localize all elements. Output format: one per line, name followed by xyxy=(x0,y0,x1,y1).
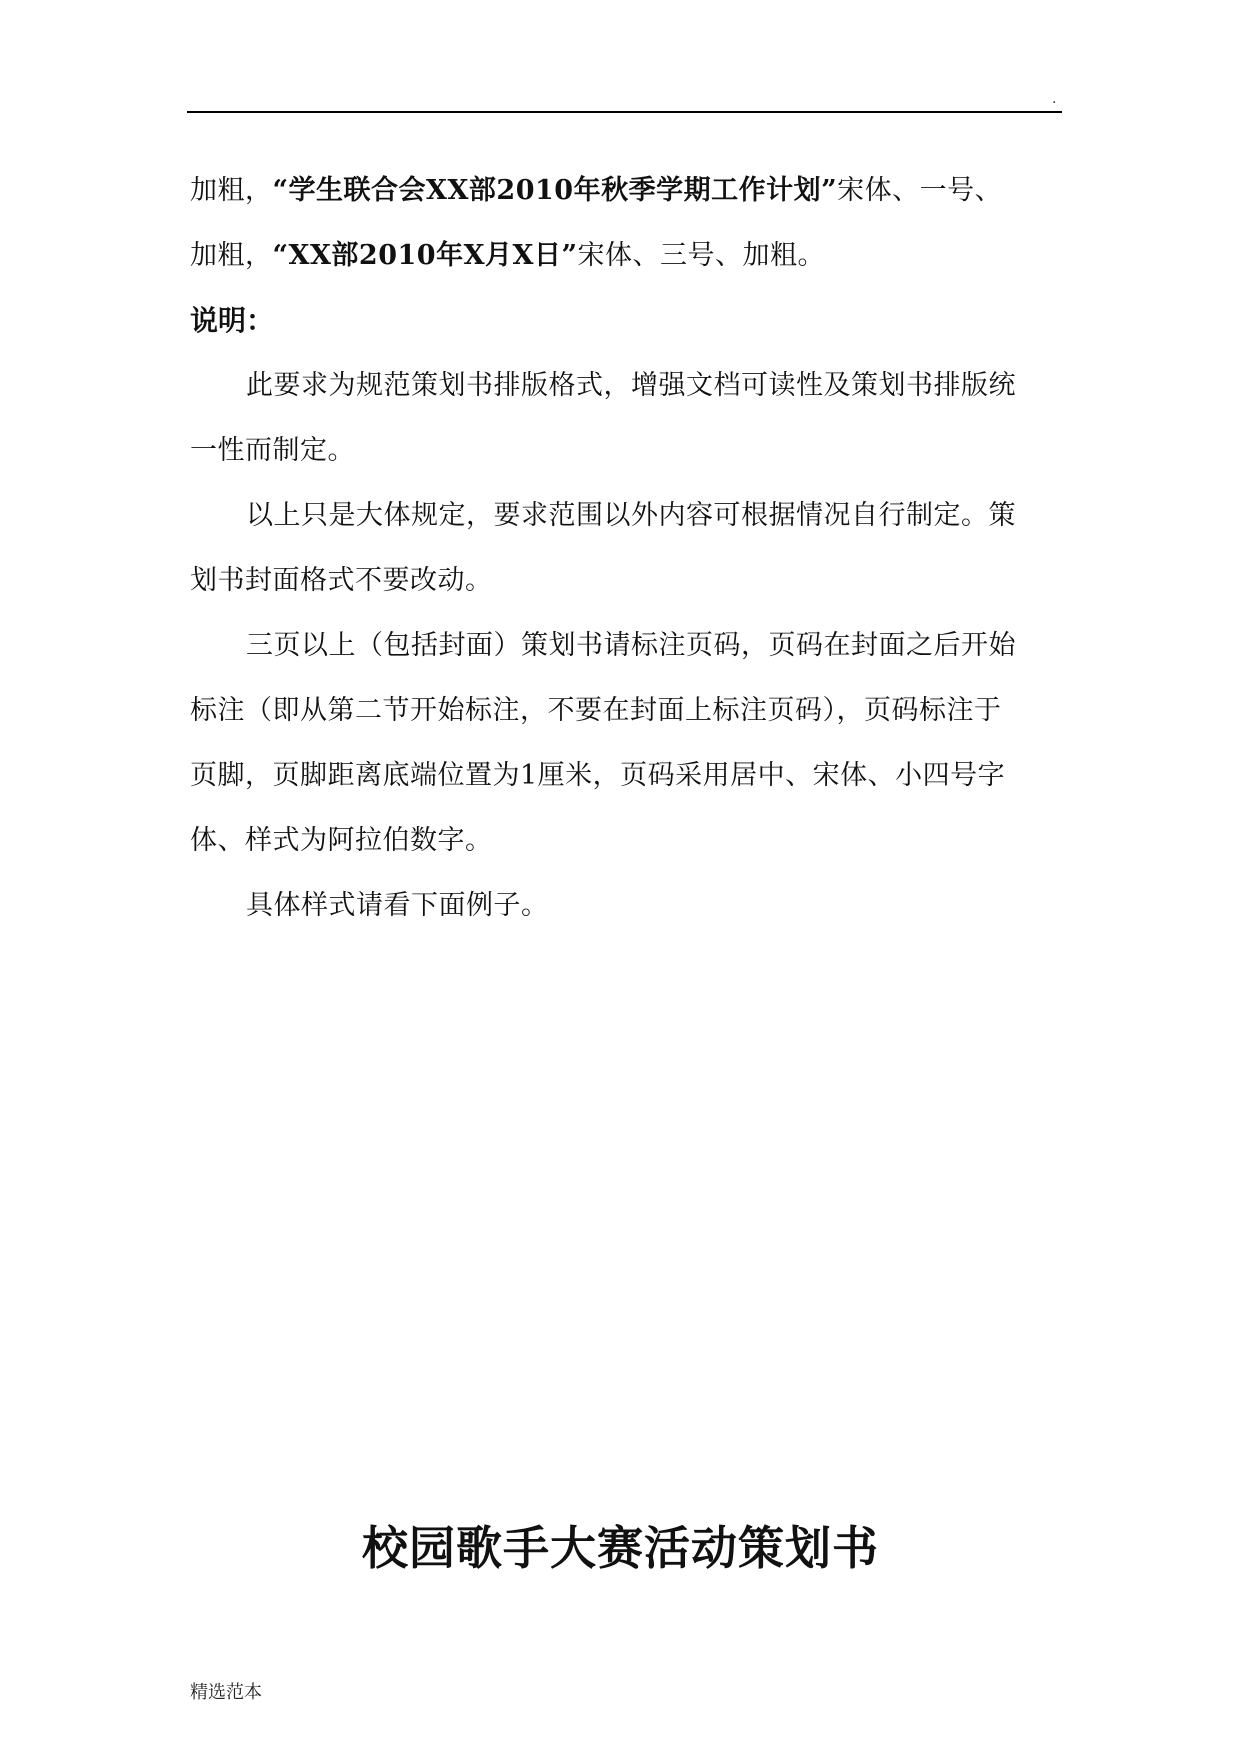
paragraph-4 xyxy=(190,873,1062,938)
paragraph-line: 此要求为规范策划书排版格式，增强文档可读性及策划书排版统 xyxy=(246,370,1016,401)
format-line-2-suffix: 宋体、三号、加粗。 xyxy=(577,240,826,271)
format-line-1-bold: “学生联合会XX部2010年秋季学期工作计划” xyxy=(272,175,838,206)
paragraph-line: 标注（即从第二节开始标注，不要在封面上标注页码），页码标注于 xyxy=(190,695,1002,726)
format-line-2-bold: “XX部2010年X月X日” xyxy=(272,240,578,271)
format-line-2 xyxy=(190,223,1062,288)
paragraph-line: 划书封面格式不要改动。 xyxy=(190,565,493,596)
document-body xyxy=(190,158,1062,938)
format-line-1-prefix: 加粗， xyxy=(190,175,273,206)
paragraph-3 xyxy=(190,613,1062,873)
paragraph-1 xyxy=(190,353,1062,483)
format-line-1 xyxy=(190,158,1062,223)
footer-text: 精选范本 xyxy=(190,1682,262,1703)
paragraph-line: 三页以上（包括封面）策划书请标注页码，页码在封面之后开始 xyxy=(246,630,1016,661)
paragraph-line: 一性而制定。 xyxy=(190,435,355,466)
paragraph-line: 页脚，页脚距离底端位置为1厘米，页码采用居中、宋体、小四号字 xyxy=(190,760,1006,791)
format-line-2-prefix: 加粗， xyxy=(190,240,273,271)
paragraph-2 xyxy=(190,483,1062,613)
section-heading: 说明： xyxy=(190,304,275,337)
paragraph-line: 具体样式请看下面例子。 xyxy=(246,890,549,921)
header-mark: . xyxy=(1052,91,1057,107)
paragraph-line: 以上只是大体规定，要求范围以外内容可根据情况自行制定。策 xyxy=(246,500,1016,531)
format-line-1-suffix: 宋体、一号、 xyxy=(837,175,1003,206)
header-rule xyxy=(187,111,1062,113)
cover-title: 校园歌手大赛活动策划书 xyxy=(362,1521,879,1575)
paragraph-line: 体、样式为阿拉伯数字。 xyxy=(190,825,493,856)
